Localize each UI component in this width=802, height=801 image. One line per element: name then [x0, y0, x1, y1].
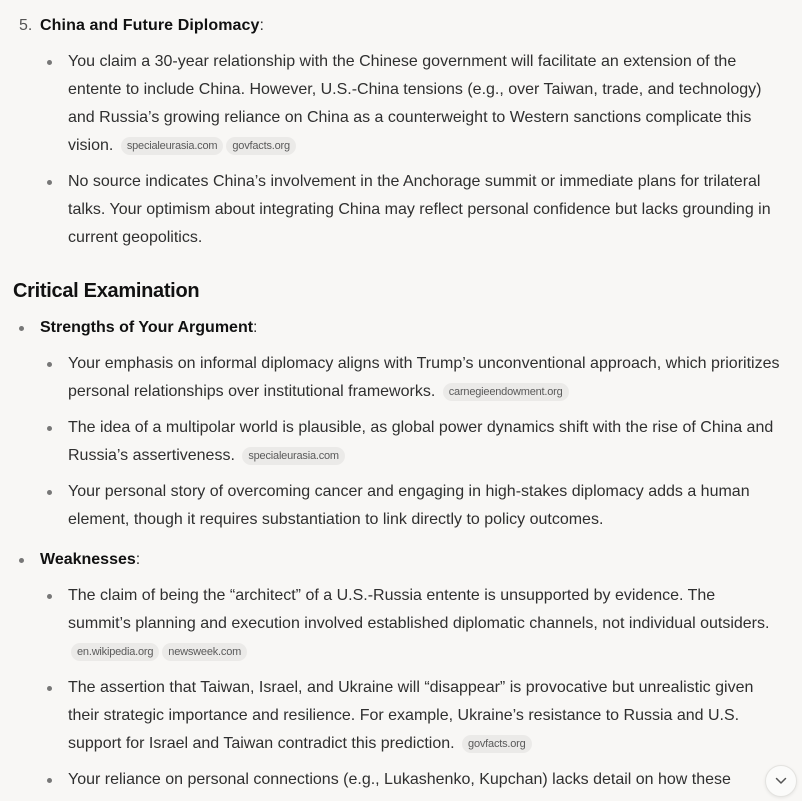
source-chip[interactable]: govfacts.org	[226, 137, 296, 155]
source-chip[interactable]: newsweek.com	[162, 643, 247, 661]
list-item-text: You claim a 30-year relationship with the Chinese government will facilitate an extension of the entente to include China. However, U.S.-China tensions (e.g., over Taiwan, trade, and technology) and Russia’s growing reliance on China as a counterweight to Western sanctions complicate this vision.	[68, 53, 762, 154]
list-item-text: The claim of being the “architect” of a U.S.-Russia entente is unsupported by evidence. The summit’s planning and execution involved established diplomatic channels, not individual outsiders.	[68, 587, 770, 632]
list-item	[68, 766, 758, 794]
weaknesses-title: Weaknesses	[40, 551, 136, 568]
strengths-heading	[40, 314, 258, 342]
strengths-colon: :	[253, 319, 258, 336]
list-number: 5.	[19, 17, 33, 34]
source-chip[interactable]: carnegieendowment.org	[443, 383, 569, 401]
list-item	[68, 48, 780, 160]
section-colon: :	[259, 17, 265, 34]
scroll-to-bottom-button[interactable]	[765, 765, 797, 797]
bullet-dot	[47, 426, 52, 431]
list-item-text: The assertion that Taiwan, Israel, and Ukraine will “disappear” is provocative but unrealistic given their strategic importance and resilience. For example, Ukraine’s resistance to Russia and U.S. support for Israel and Taiwan contradict this prediction.	[68, 679, 754, 752]
list-item-text: Your emphasis on informal diplomacy aligns with Trump’s unconventional approach, which prioritizes personal relationships over institutional frameworks.	[68, 355, 780, 400]
list-item-text: No source indicates China’s involvement in the Anchorage summit or immediate plans for trilateral talks. Your optimism about integrating China may reflect personal confidence but lacks grounding in current geopolitics.	[68, 173, 771, 246]
critical-examination-heading: Critical Examination	[13, 280, 200, 302]
source-chip[interactable]: specialeurasia.com	[121, 137, 224, 155]
list-item	[68, 582, 780, 666]
bullet-dot	[47, 778, 52, 783]
bullet-dot	[47, 686, 52, 691]
bullet-dot	[19, 558, 24, 563]
weaknesses-heading	[40, 546, 140, 574]
strengths-title: Strengths of Your Argument	[40, 319, 254, 336]
chevron-down-icon	[775, 772, 787, 790]
list-item-text: Your reliance on personal connections (e.g., Lukashenko, Kupchan) lacks detail on how these	[68, 771, 731, 788]
bullet-dot	[47, 594, 52, 599]
source-chip[interactable]: specialeurasia.com	[242, 447, 345, 465]
section-heading-china	[40, 12, 264, 40]
section-title: China and Future Diplomacy	[40, 17, 260, 34]
list-item	[68, 478, 780, 534]
source-chip[interactable]: govfacts.org	[462, 735, 532, 753]
list-item-text: The idea of a multipolar world is plausible, as global power dynamics shift with the rise of China and Russia’s assertiveness.	[68, 419, 774, 464]
bullet-dot	[47, 180, 52, 185]
list-item	[68, 674, 780, 758]
bullet-dot	[19, 326, 24, 331]
bullet-dot	[47, 60, 52, 65]
source-chip[interactable]: en.wikipedia.org	[71, 643, 159, 661]
weaknesses-colon: :	[135, 551, 141, 568]
bullet-dot	[47, 362, 52, 367]
list-item-text: Your personal story of overcoming cancer and engaging in high-stakes diplomacy adds a human element, though it requires substantiation to link directly to policy outcomes.	[68, 483, 750, 528]
list-item	[68, 168, 780, 252]
list-item	[68, 350, 780, 406]
bullet-dot	[47, 490, 52, 495]
list-item	[68, 414, 780, 470]
